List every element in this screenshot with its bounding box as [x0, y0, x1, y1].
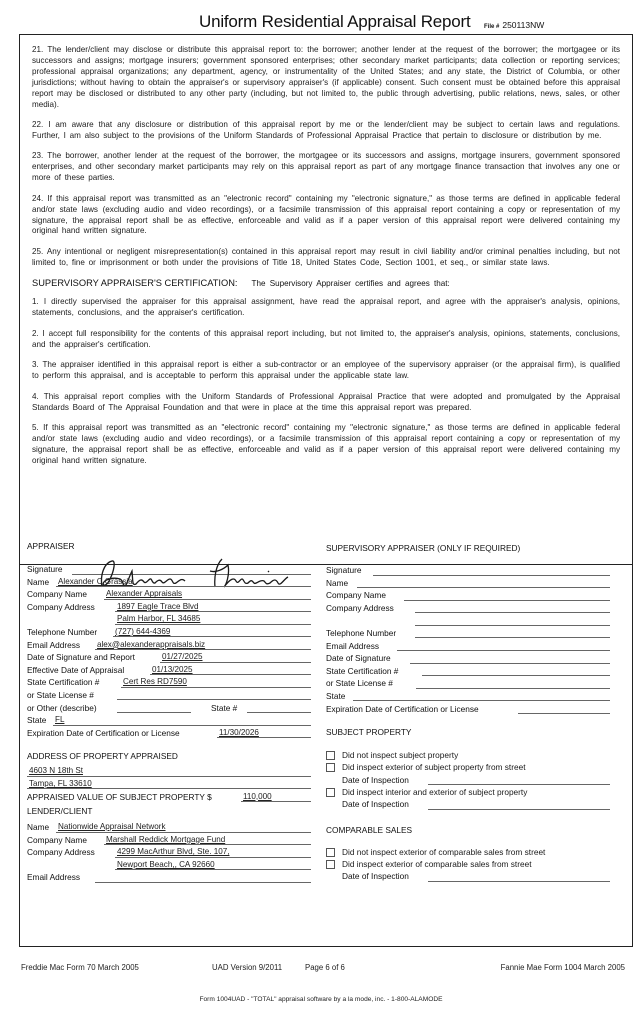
- subject-interior-date-row: [326, 798, 610, 811]
- lender-email-field[interactable]: [95, 871, 311, 883]
- comparable-option-2-label: Did inspect exterior of comparable sales from street: [342, 859, 532, 870]
- supervisory-company-name-label: Company Name: [326, 590, 386, 601]
- appraiser-other-label: or Other (describe): [27, 702, 97, 713]
- software-credit: Form 1004UAD - "TOTAL" appraisal software by a la mode, inc. - 1-800-ALAMODE: [199, 996, 443, 1003]
- file-number-label: File #: [484, 24, 500, 30]
- supervisory-item-3: 3. The appraiser identified in this appraisal report is either a sub-contractor or an employee of the supervisory appraiser (or the appraisal firm), is qualified to perform this appraisal, and is acceptable to perform this appraisal under the applicable state law.: [32, 360, 620, 381]
- comparable-option-1-checkbox[interactable]: [326, 848, 335, 857]
- lender-company-name-row: [27, 834, 311, 847]
- supervisory-certification-intro: The Supervisory Appraiser certifies and agrees that:: [251, 279, 450, 289]
- appraiser-heading: APPRAISER: [27, 541, 75, 551]
- appraiser-email-label: Email Address: [27, 639, 81, 650]
- appraiser-state-no-label: State #: [211, 702, 238, 713]
- appraiser-expiration-row: [27, 727, 311, 740]
- property-value-label: APPRAISED VALUE OF SUBJECT PROPERTY $: [27, 791, 212, 802]
- subject-option-1-checkbox[interactable]: [326, 751, 335, 760]
- appraiser-effective-date-row: [27, 664, 311, 677]
- lender-email-row: [27, 871, 311, 884]
- supervisory-name-field[interactable]: [357, 577, 610, 589]
- appraiser-telephone-label: Telephone Number: [27, 626, 98, 637]
- supervisory-item-4: 4. This appraisal report complies with the Uniform Standards of Professional Appraisal Practice that were adopted and promulgated by the Appraisal Standards Board of The Appraisal Foundation and that were in place at the time this appraisal report was prepared.: [32, 391, 620, 412]
- subject-exterior-date-label: Date of Inspection: [342, 774, 409, 785]
- footer-freddie-mac: Freddie Mac Form 70 March 2005: [21, 963, 139, 972]
- certification-item-23: 23. The borrower, another lender at the request of the borrower, the mortgagee or its successors and assigns, mortgage insurers, government sponsored enterprises, and other secondary market participants may rely on this appraisal report as part of any mortgage finance transaction that involves any one or more of these parties.: [32, 151, 620, 183]
- supervisory-certification-heading: [32, 278, 620, 288]
- supervisory-company-address-label: Company Address: [326, 602, 394, 613]
- supervisory-item-1: 1. I directly supervised the appraiser for this appraisal assignment, have read the appraisal report, and agree with the appraiser's analysis, opinions, statements, conclusions, and the appraiser's certification.: [32, 297, 620, 318]
- lender-company-address-2-row: [27, 859, 311, 872]
- appraiser-state-cert-field[interactable]: Cert Res RD7590: [121, 676, 311, 688]
- comparable-option-1-label: Did not inspect exterior of comparable sales from street: [342, 846, 546, 857]
- comparable-option-2-checkbox[interactable]: [326, 860, 335, 869]
- supervisory-signature-field[interactable]: [373, 564, 610, 576]
- appraiser-section: [27, 540, 311, 884]
- appraiser-telephone-row: [27, 626, 311, 639]
- supervisory-name-label: Name: [326, 577, 349, 588]
- appraiser-effective-date-label: Effective Date of Appraisal: [27, 664, 125, 675]
- subject-option-3-label: Did inspect interior and exterior of subject property: [342, 787, 528, 798]
- comparable-date-label: Date of Inspection: [342, 871, 409, 882]
- appraiser-name-label: Name: [27, 576, 50, 587]
- certification-item-24: 24. If this appraisal report was transmitted as an "electronic record" containing my "electronic signature," as those terms are defined in applicable federal and/or state laws (excluding audio and video recordings), or a facsimile transmission of this appraisal report containing a copy or representation of my signature, the appraisal report shall be as effective, enforceable and valid as if a paper version of this appraisal report were delivered containing my original hand written signature.: [32, 193, 620, 236]
- lender-company-name-field[interactable]: Marshall Reddick Mortgage Fund: [104, 834, 311, 846]
- appraiser-state-license-field[interactable]: [117, 689, 311, 701]
- appraiser-company-name-row: [27, 588, 311, 601]
- lender-heading: LENDER/CLIENT: [27, 806, 93, 817]
- supervisory-state-cert-label: State Certification #: [326, 665, 399, 676]
- report-header: [0, 12, 642, 36]
- subject-option-2-checkbox[interactable]: [326, 763, 335, 772]
- supervisory-expiration-field[interactable]: [518, 703, 610, 715]
- appraiser-other-row: [27, 702, 311, 715]
- supervisory-item-5: 5. If this appraisal report was transmitted as an "electronic record" containing my "electronic signature," as those terms are defined in applicable federal and/or state laws (excluding audio and video recordings), or a facsimile transmission of this appraisal report containing a copy or representation of my signature, the appraisal report shall be as effective, enforceable and valid as if a paper version of this appraisal report were delivered containing my original hand written signature.: [32, 423, 620, 465]
- supervisory-expiration-label: Expiration Date of Certification or License: [326, 703, 479, 714]
- file-number-value: 250113NW: [502, 20, 545, 30]
- certification-item-22: 22. I am aware that any disclosure or distribution of this appraisal report by me or the lender/client may be subject to certain laws and regulations. Further, I am also subject to the provisions of the Uniform Standards of Professional Appraisal Practice that pertain to disclosure or distribution by me.: [32, 120, 620, 140]
- lender-company-address-label: Company Address: [27, 847, 95, 858]
- lender-email-label: Email Address: [27, 872, 81, 883]
- appraiser-company-address-label: Company Address: [27, 601, 95, 612]
- property-value-field[interactable]: 110,000: [241, 791, 311, 803]
- supervisory-certification-title: SUPERVISORY APPRAISER'S CERTIFICATION:: [32, 278, 238, 289]
- appraiser-name-row: [27, 576, 311, 589]
- supervisory-state-cert-row: [326, 665, 610, 678]
- appraiser-other-field[interactable]: [117, 702, 191, 714]
- file-number: [484, 20, 544, 30]
- lender-name-row: [27, 821, 311, 834]
- appraiser-state-license-row: [27, 689, 311, 702]
- subject-interior-date-field[interactable]: [428, 798, 610, 810]
- lender-company-address-row: [27, 846, 311, 859]
- subject-option-3[interactable]: [326, 786, 610, 798]
- supervisory-signature-row: [326, 564, 610, 577]
- appraiser-signature-row: [27, 563, 311, 576]
- supervisory-state-field[interactable]: [353, 690, 610, 702]
- report-title: Uniform Residential Appraisal Report: [199, 12, 471, 31]
- supervisory-email-label: Email Address: [326, 640, 380, 651]
- appraiser-state-field[interactable]: FL: [53, 714, 311, 726]
- subject-option-1[interactable]: [326, 749, 610, 761]
- appraiser-name-field[interactable]: Alexander C Grassia: [56, 576, 311, 588]
- appraiser-effective-date-field[interactable]: 01/13/2025: [150, 664, 311, 676]
- property-value-row: [27, 791, 311, 804]
- supervisory-state-row: [326, 690, 610, 703]
- lender-name-field[interactable]: Nationwide Appraisal Network: [56, 821, 311, 833]
- appraiser-date-signature-field[interactable]: 01/27/2025: [160, 651, 311, 663]
- footer-fannie-mae: Fannie Mae Form 1004 March 2005: [500, 963, 625, 972]
- lender-company-address-2-field[interactable]: Newport Beach,, CA 92660: [115, 859, 311, 871]
- supervisory-company-name-row: [326, 589, 610, 602]
- supervisory-company-address-row: [326, 602, 610, 615]
- property-address-2-row: [27, 778, 311, 791]
- supervisory-state-label: State: [326, 690, 346, 701]
- supervisory-state-cert-field[interactable]: [422, 665, 610, 677]
- subject-exterior-date-field[interactable]: [428, 774, 610, 786]
- appraiser-company-address-row: [27, 601, 311, 614]
- subject-option-1-label: Did not inspect subject property: [342, 750, 459, 761]
- appraiser-expiration-field[interactable]: 11/30/2026: [217, 727, 311, 739]
- supervisory-telephone-label: Telephone Number: [326, 627, 397, 638]
- property-address-2-field[interactable]: Tampa, FL 33610: [27, 778, 311, 790]
- lender-company-name-label: Company Name: [27, 834, 87, 845]
- appraiser-expiration-label: Expiration Date of Certification or License: [27, 727, 180, 738]
- supervisory-email-row: [326, 640, 610, 653]
- appraiser-signature-label: Signature: [27, 564, 63, 574]
- appraiser-state-label: State: [27, 715, 47, 726]
- supervisory-heading: SUPERVISORY APPRAISER (ONLY IF REQUIRED): [326, 543, 521, 553]
- certification-item-21: 21. The lender/client may disclose or distribute this appraisal report to: the borrower; another lender at the request of the borrower; the mortgagee or its successors and assigns; mortgage insurers; government sponsored enterprises; other secondary market participants; data collection or reporting services; professional appraisal organizations; any department, agency, or instrumentality of the United States; and any state, the District of Columbia, or other jurisdictions; without having to obtain the appraiser's or supervisory appraiser's (if applicable) consent. Such consent must be obtained before this appraisal report may be disclosed or distributed to any other party (including, but not limited to, the public through advertising, public relations, news, sales, or other media).: [32, 45, 620, 109]
- appraiser-company-name-field[interactable]: Alexander Appraisals: [104, 588, 311, 600]
- comparable-sales-heading: COMPARABLE SALES: [326, 824, 413, 835]
- supervisory-state-license-field[interactable]: [416, 677, 610, 689]
- subject-option-3-checkbox[interactable]: [326, 788, 335, 797]
- appraiser-email-row: [27, 639, 311, 652]
- supervisory-company-address-2-field[interactable]: [415, 614, 610, 626]
- supervisory-email-field[interactable]: [397, 640, 610, 652]
- comparable-option-2[interactable]: [326, 858, 610, 870]
- appraiser-company-address-1-field[interactable]: 1897 Eagle Trace Blvd: [115, 601, 311, 613]
- appraiser-email-field[interactable]: alex@alexanderappraisals.biz: [95, 639, 311, 651]
- lender-company-address-1-field[interactable]: 4299 MacArthur Blvd, Ste. 107,: [115, 846, 311, 858]
- supervisory-telephone-field[interactable]: [415, 627, 610, 639]
- appraiser-date-signature-row: [27, 651, 311, 664]
- appraiser-state-cert-row: [27, 676, 311, 689]
- comparable-date-row: [326, 870, 610, 883]
- comparable-option-1[interactable]: [326, 846, 610, 858]
- supervisory-date-signature-label: Date of Signature: [326, 653, 391, 664]
- supervisory-signature-label: Signature: [326, 565, 362, 575]
- appraiser-telephone-field[interactable]: (727) 644-4369: [113, 626, 311, 638]
- property-address-1-field[interactable]: 4603 N 18th St: [27, 765, 311, 777]
- supervisory-company-address-1-field[interactable]: [415, 602, 610, 614]
- appraiser-state-license-label: or State License #: [27, 689, 94, 700]
- subject-option-2[interactable]: [326, 761, 610, 773]
- supervisory-appraiser-section: [326, 540, 610, 883]
- footer-page-number: Page 6 of 6: [305, 963, 345, 972]
- supervisory-item-2: 2. I accept full responsibility for the contents of this appraisal report including, but not limited to, the appraiser's analysis, opinions, statements, conclusions, and the appraiser's certification.: [32, 328, 620, 349]
- appraiser-state-no-field[interactable]: [247, 702, 311, 714]
- supervisory-expiration-row: [326, 703, 610, 716]
- supervisory-date-signature-row: [326, 652, 610, 665]
- supervisory-state-license-row: [326, 677, 610, 690]
- supervisory-state-license-label: or State License #: [326, 678, 393, 689]
- property-heading: ADDRESS OF PROPERTY APPRAISED: [27, 751, 178, 762]
- property-address-1-row: [27, 765, 311, 778]
- comparable-date-field[interactable]: [428, 870, 610, 882]
- subject-exterior-date-row: [326, 774, 610, 787]
- appraiser-state-row: [27, 714, 311, 727]
- appraiser-date-signature-label: Date of Signature and Report: [27, 652, 135, 663]
- certification-section: [20, 35, 632, 565]
- appraiser-company-name-label: Company Name: [27, 589, 87, 600]
- appraiser-company-address-2-field[interactable]: Palm Harbor, FL 34685: [115, 613, 311, 625]
- lender-name-label: Name: [27, 822, 50, 833]
- subject-property-heading: SUBJECT PROPERTY: [326, 727, 412, 738]
- supervisory-telephone-row: [326, 627, 610, 640]
- supervisory-company-address-2-row: [326, 614, 610, 627]
- certification-item-25: 25. Any intentional or negligent misrepresentation(s) contained in this appraisal report may result in civil liability and/or criminal penalties including, but not limited to, fine or imprisonment or both under the provisions of Title 18, United States Code, Section 1001, et seq., or similar state laws.: [32, 246, 620, 267]
- supervisory-date-signature-field[interactable]: [410, 652, 610, 664]
- appraiser-state-cert-label: State Certification #: [27, 677, 100, 688]
- appraiser-company-address-2-row: [27, 613, 311, 626]
- supervisory-name-row: [326, 577, 610, 590]
- footer-uad-version: UAD Version 9/2011: [212, 963, 283, 972]
- subject-interior-date-label: Date of Inspection: [342, 799, 409, 810]
- subject-option-2-label: Did inspect exterior of subject property from street: [342, 762, 526, 773]
- supervisory-company-name-field[interactable]: [404, 589, 610, 601]
